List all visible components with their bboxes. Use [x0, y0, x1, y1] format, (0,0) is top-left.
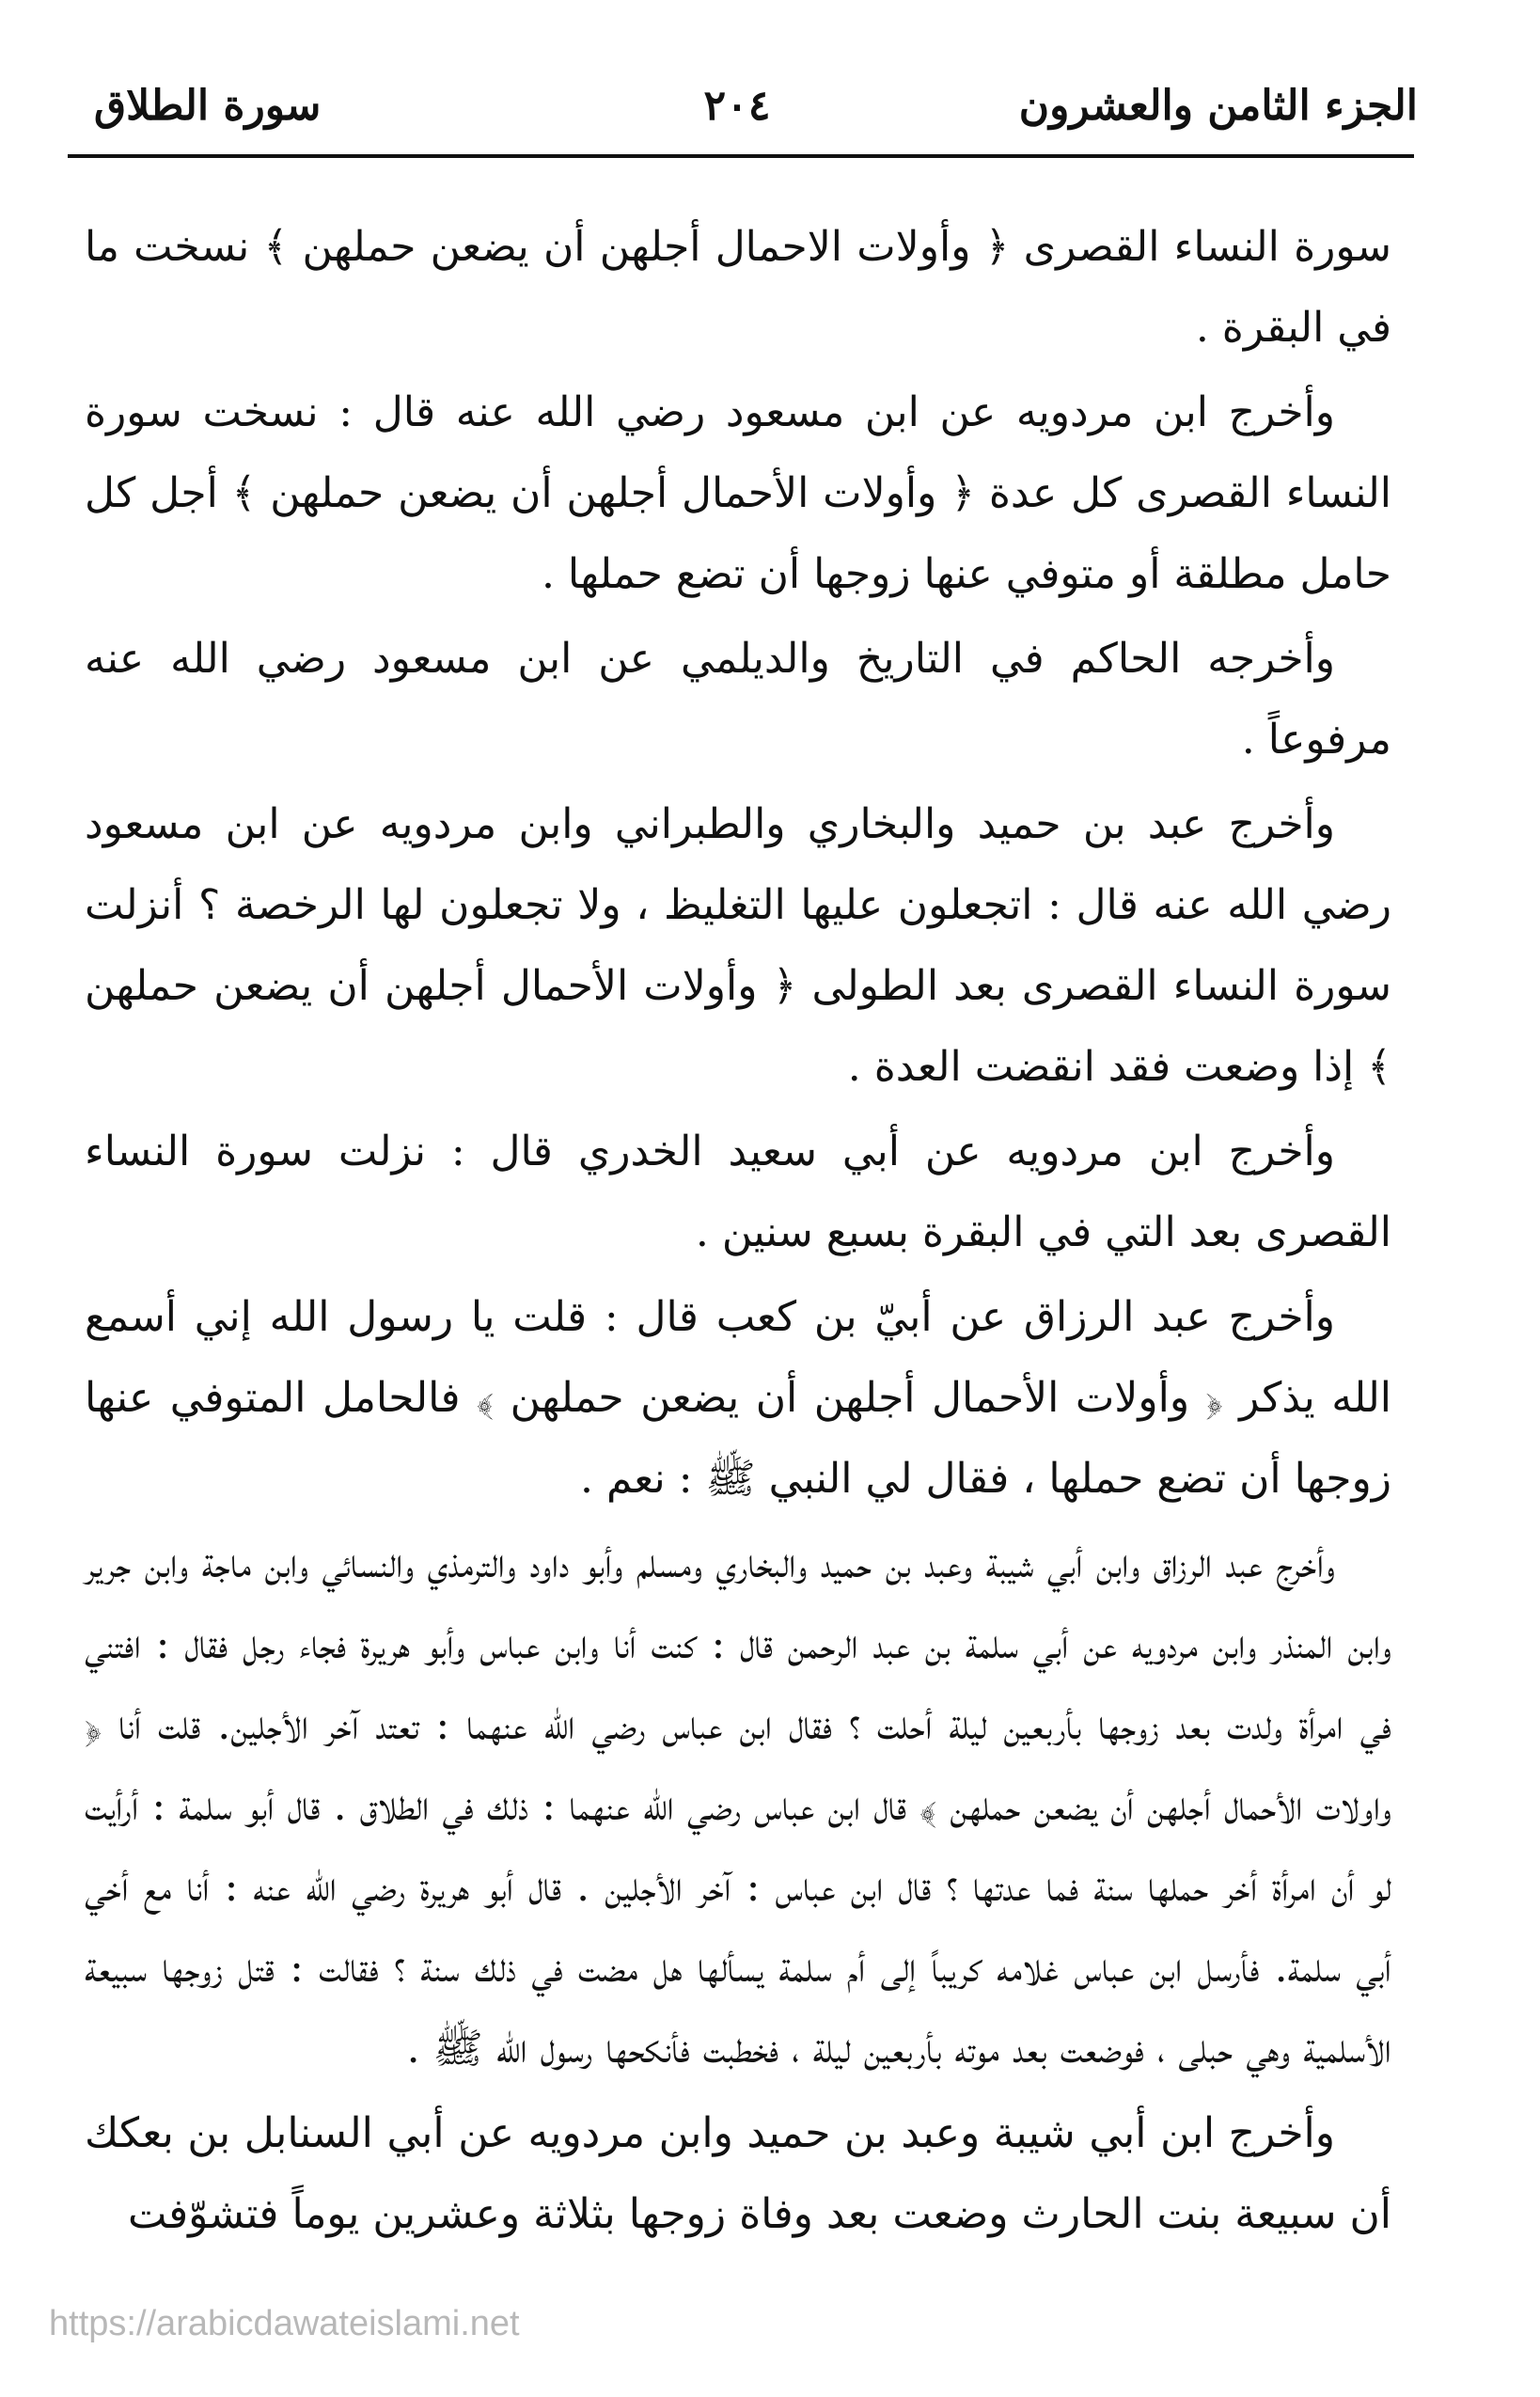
- paragraph-5: وأخرج ابن مردويه عن أبي سعيد الخدري قال : نزلت سورة النساء القصرى بعد التي في البقرة بسبع سنين .: [85, 1128, 1391, 1256]
- surah-title: سورة الطلاق: [94, 82, 322, 130]
- paragraph-7: وأخرج عبد الرزاق وابن أبي شيبة وعبد بن حميد والبخاري ومسلم وأبو داود والترمذي والنسائي وابن ماجة وابن جرير وابن المنذر وابن مردويه عن أبي سلمة بن عبد الرحمن قال : كنت أنا وابن عباس وأبو هريرة فجاء رجل فقال : افتني في امرأة ولدت بعد زوجها بأربعين ليلة أحلت ؟ فقال ابن عباس رضي الله عنهما : تعتد آخر الأجلين. قلت أنا ﴿ واولات الأحمال أجلهن أن يضعن حملهن ﴾ قال ابن عباس رضي الله عنهما : ذلك في الطلاق . قال أبو سلمة : أرأيت لو أن امرأة أخر حملها سنة فما عدتها ؟ قال ابن عباس : آخر الأجلين . قال أبو هريرة رضي الله عنه : أنا مع أخي أبي سلمة. فأرسل ابن عباس غلامه كريباً إلى أم سلمة يسألها هل مضت في ذلك سنة ؟ فقالت : قتل زوجها سبيعة الأسلمية وهي حبلى ، فوضعت بعد موته بأربعين ليلة ، فخطبت فأنكحها رسول الله ﷺ .: [85, 1539, 1391, 2073]
- paragraph-1: سورة النساء القصرى ﴿ وأولات الاحمال أجلهن أن يضعن حملهن ﴾ نسخت ما في البقرة .: [85, 223, 1391, 352]
- part-title: الجزء الثامن والعشرون: [1018, 82, 1418, 130]
- page-header: [56, 64, 1418, 149]
- watermark-url[interactable]: https://arabicdawateislami.net: [49, 2304, 520, 2343]
- page-body: [85, 207, 1391, 2259]
- header-divider: [68, 154, 1414, 158]
- paragraph-2: وأخرج ابن مردويه عن ابن مسعود رضي الله عنه قال : نسخت سورة النساء القصرى كل عدة ﴿ وأولات الأحمال أجلهن أن يضعن حملهن ﴾ أجل كل حامل مطلقة أو متوفي عنها زوجها أن تضع حملها .: [85, 388, 1391, 598]
- paragraph-8: وأخرج ابن أبي شيبة وعبد بن حميد وابن مردويه عن أبي السنابل بن بعكك أن سبيعة بنت الحارث وضعت بعد وفاة زوجها بثلاثة وعشرين يوماً فتشوّفت: [85, 2109, 1391, 2238]
- paragraph-3: وأخرجه الحاكم في التاريخ والديلمي عن ابن مسعود رضي الله عنه مرفوعاً .: [85, 635, 1391, 764]
- paragraph-6: وأخرج عبد الرزاق عن أبيّ بن كعب قال : قلت يا رسول الله إني أسمع الله يذكر ﴿ وأولات الأحمال أجلهن أن يضعن حملهن ﴾ فالحامل المتوفي عنها زوجها أن تضع حملها ، فقال لي النبي ﷺ : نعم .: [85, 1293, 1391, 1503]
- page-number: ٢٠٤: [703, 82, 771, 130]
- paragraph-4: وأخرج عبد بن حميد والبخاري والطبراني وابن مردويه عن ابن مسعود رضي الله عنه قال : اتجعلون عليها التغليظ ، ولا تجعلون لها الرخصة ؟ أنزلت سورة النساء القصرى بعد الطولى ﴿ وأولات الأحمال أجلهن أن يضعن حملهن ﴾ إذا وضعت فقد انقضت العدة .: [85, 800, 1391, 1091]
